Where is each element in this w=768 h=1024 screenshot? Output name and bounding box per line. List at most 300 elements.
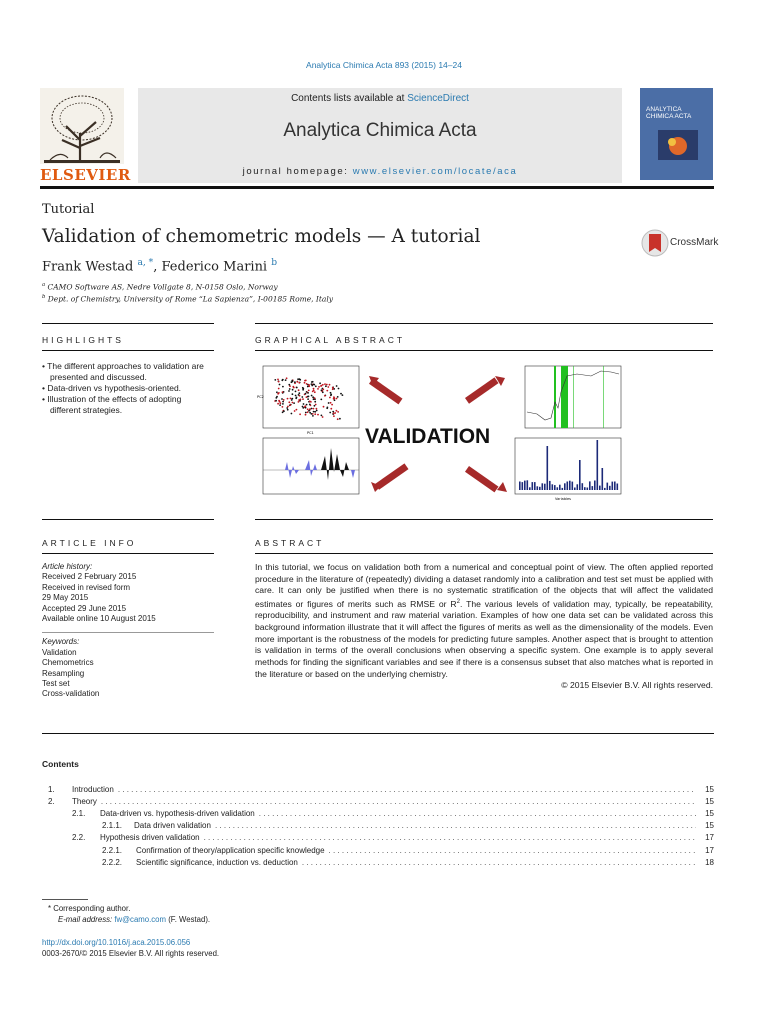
- scatter-dot: [287, 406, 289, 408]
- scatter-dot: [321, 389, 323, 391]
- toc-num: 1.: [48, 785, 55, 794]
- scatter-dot: [297, 381, 299, 383]
- scatter-dot: [294, 410, 296, 412]
- scatter-dot: [313, 390, 315, 392]
- scatter-dot: [312, 415, 314, 417]
- keyword: Chemometrics: [42, 658, 94, 668]
- variable-bar: [549, 481, 551, 490]
- scatter-dot: [326, 390, 328, 392]
- scatter-dot: [305, 412, 307, 414]
- scatter-dot: [299, 413, 301, 415]
- scatter-dot: [287, 398, 289, 400]
- author-westad-affil[interactable]: a, *: [137, 258, 154, 268]
- scatter-dot: [339, 418, 341, 420]
- scatter-dot: [304, 382, 306, 384]
- keyword: Test set: [42, 679, 70, 689]
- scatter-dot: [306, 404, 308, 406]
- scatter-dot: [305, 407, 307, 409]
- scatter-dot: [327, 407, 329, 409]
- scatter-dot: [311, 408, 313, 410]
- scatter-dot: [312, 396, 314, 398]
- author-marini-affil[interactable]: b: [271, 258, 278, 268]
- toc-page: 15: [705, 821, 714, 830]
- scatter-dot: [282, 406, 284, 408]
- history-label: Article history:: [42, 562, 93, 571]
- abstract-sup: 2: [456, 598, 460, 605]
- scatter-dot: [333, 412, 335, 414]
- scatter-dot: [314, 401, 316, 403]
- toc-dots: [329, 846, 696, 858]
- scatter-dot: [329, 384, 331, 386]
- aff-a-sup: a: [42, 282, 46, 288]
- scatter-dot: [308, 390, 310, 392]
- scatter-dot: [288, 401, 290, 403]
- scatter-dot: [288, 390, 290, 392]
- toc-page: 15: [705, 785, 714, 794]
- scatter-dot: [274, 379, 276, 381]
- toc-label: Data driven validation: [134, 821, 211, 830]
- scatter-dot: [281, 379, 283, 381]
- keywords-label: Keywords:: [42, 637, 80, 647]
- abstract-bottom-rule: [42, 733, 714, 734]
- scatter-dot: [302, 387, 304, 389]
- highlights-sub-rule: [42, 350, 214, 351]
- scatter-dot: [292, 393, 294, 395]
- scatter-dot: [279, 384, 281, 386]
- toc-num: 2.2.2.: [102, 858, 123, 867]
- variable-bar: [552, 484, 554, 490]
- toc-label: Introduction: [72, 785, 114, 794]
- keyword: Validation: [42, 647, 77, 657]
- variable-bar: [529, 487, 531, 490]
- cover-image: [658, 130, 698, 160]
- scatter-dot: [307, 386, 309, 388]
- toc-dots: [215, 821, 696, 833]
- scatter-dot: [288, 384, 290, 386]
- crossmark-label: CrossMark: [670, 237, 719, 248]
- variable-bar: [572, 482, 574, 490]
- doi-link[interactable]: http://dx.doi.org/10.1016/j.aca.2015.06.056: [42, 938, 191, 947]
- scatter-dot: [315, 385, 317, 387]
- toc-page: 18: [705, 858, 714, 867]
- scatter-dot: [332, 387, 334, 389]
- contents-title: Contents: [42, 759, 79, 769]
- toc-num: 2.2.: [72, 833, 86, 842]
- scatter-dot: [294, 381, 296, 383]
- scatter-dot: [280, 402, 282, 404]
- scatter-dot: [313, 408, 315, 410]
- crossmark-icon: [640, 228, 670, 258]
- scatter-dot: [332, 388, 334, 390]
- variable-bar: [579, 460, 581, 490]
- abstract-heading: ABSTRACT: [255, 538, 325, 548]
- highlights-bottom-rule: [42, 519, 214, 520]
- highlight-item: • Illustration of the effects of adopting different strategies.: [42, 394, 182, 415]
- article-info-block: [42, 562, 214, 700]
- scatter-subplot: [257, 366, 359, 435]
- scatter-dot: [336, 410, 338, 412]
- scatter-dot: [298, 382, 300, 384]
- scatter-dot: [321, 415, 323, 417]
- scatter-dot: [298, 399, 300, 401]
- toc-entry[interactable]: [42, 858, 714, 870]
- doi-block: [42, 938, 219, 959]
- toc-label: Data-driven vs. hypothesis-driven validation: [100, 809, 255, 818]
- scatter-dot: [320, 399, 322, 401]
- scatter-dot: [305, 414, 307, 416]
- scatter-dot: [282, 401, 284, 403]
- variable-bar: [599, 486, 601, 490]
- article-info-heading: ARTICLE INFO: [42, 538, 137, 548]
- variable-bar: [614, 482, 616, 491]
- scatter-dot: [314, 405, 316, 407]
- history-item: Accepted 29 June 2015: [42, 603, 127, 613]
- graphical-sub-rule: [255, 350, 713, 351]
- scatter-dot: [311, 413, 313, 415]
- variable-bar: [602, 468, 604, 490]
- scatter-dot: [278, 388, 280, 390]
- contents-prefix: Contents lists available at: [291, 93, 408, 104]
- variable-bar: [609, 486, 611, 490]
- svg-text:PC2: PC2: [257, 395, 264, 399]
- highlight-item: • Data-driven vs hypothesis-oriented.: [42, 383, 182, 393]
- scatter-dot: [330, 408, 332, 410]
- highlight-item: • The different approaches to validation are presented and discussed.: [42, 361, 204, 382]
- scatter-dot: [302, 406, 304, 408]
- variable-bar: [532, 482, 534, 490]
- toc-entry[interactable]: [42, 785, 714, 797]
- toc-dots: [204, 833, 696, 845]
- scatter-dot: [292, 386, 294, 388]
- scatter-dot: [301, 396, 303, 398]
- scatter-dot: [324, 395, 326, 397]
- scatter-dot: [316, 408, 318, 410]
- journal-homepage-line: [138, 166, 622, 177]
- scatter-dot: [330, 392, 332, 394]
- variable-bar-subplot: [515, 438, 621, 501]
- scatter-dot: [298, 392, 300, 394]
- scatter-dot: [327, 386, 329, 388]
- highlights-heading: HIGHLIGHTS: [42, 335, 124, 345]
- footnote-rule: [42, 899, 88, 900]
- contents-available-line: [138, 93, 622, 104]
- scatter-dot: [311, 381, 313, 383]
- abstract-body: [255, 562, 713, 692]
- scatter-dot: [282, 386, 284, 388]
- scatter-dot: [295, 395, 297, 397]
- scatter-dot: [322, 416, 324, 418]
- variable-bar: [574, 488, 576, 491]
- toc-num: 2.2.1.: [102, 846, 123, 855]
- scatter-dot: [298, 401, 300, 403]
- scatter-dot: [291, 381, 293, 383]
- variable-bar: [539, 487, 541, 490]
- scatter-dot: [296, 387, 298, 389]
- scatter-dot: [329, 412, 331, 414]
- scatter-dot: [328, 402, 330, 404]
- scatter-dot: [275, 400, 277, 402]
- variable-bar: [604, 488, 606, 490]
- scatter-dot: [326, 384, 328, 386]
- scatter-dot: [304, 380, 306, 382]
- scatter-dot: [291, 399, 293, 401]
- scatter-dot: [277, 393, 279, 395]
- article-title: Validation of chemometric models — A tutorial: [42, 226, 481, 247]
- abstract-text-part2: . The various levels of validation may, typically, be repeatability, reproducibility, and instrument and raw material variation. Examples of how one data set can be validated across this background information illustrate that it will affect the figures of merits as well as the dimensionality of the models. Even more important is the robustness of the models for predicting future samples. Another aspect that is brought to attention is validation in terms of the overall conclusions when observing a specific system. One example is to apply several methods for finding the significant variables and see if there is a consensus subset that also matches what is reported in the literature or based on the underlying chemistry.: [255, 598, 713, 679]
- scatter-dot: [340, 393, 342, 395]
- scatter-dot: [290, 398, 292, 400]
- toc-label: Hypothesis driven validation: [100, 833, 200, 842]
- scatter-dot: [336, 385, 338, 387]
- validation-word: VALIDATION: [365, 425, 491, 448]
- issn-line: 0003-2670/© 2015 Elsevier B.V. All rights reserved.: [42, 948, 220, 958]
- scatter-dot: [314, 391, 316, 393]
- variable-bar: [559, 485, 561, 490]
- variable-bar: [607, 483, 609, 490]
- scatter-dot: [331, 404, 333, 406]
- affiliation-a: [42, 282, 278, 292]
- variable-bar: [569, 481, 571, 490]
- variable-bar: [587, 488, 589, 491]
- variable-bar: [567, 482, 569, 491]
- scatter-dot: [289, 404, 291, 406]
- variable-bar: [582, 483, 584, 490]
- scatter-dot: [282, 411, 284, 413]
- author-separator: ,: [153, 259, 162, 275]
- scatter-dot: [309, 404, 311, 406]
- toc-page: 17: [705, 846, 714, 855]
- scatter-dot: [337, 411, 339, 413]
- abstract-rule: [255, 553, 713, 554]
- variable-bar: [542, 483, 544, 490]
- corresponding-label: * Corresponding author.: [48, 904, 131, 913]
- scatter-dot: [308, 384, 310, 386]
- scatter-dot: [314, 413, 316, 415]
- homepage-link[interactable]: www.elsevier.com/locate/aca: [352, 166, 518, 177]
- scatter-dot: [292, 402, 294, 404]
- graphical-abstract-figure: [255, 362, 625, 510]
- toc-entry[interactable]: [42, 809, 714, 821]
- toc-dots: [302, 858, 696, 870]
- scatter-dot: [333, 415, 335, 417]
- toc-num: 2.1.1.: [102, 821, 123, 830]
- scatter-dot: [318, 386, 320, 388]
- spectrum-subplot: [525, 366, 621, 428]
- toc-entry[interactable]: [42, 833, 714, 845]
- affiliation-b: [42, 294, 333, 304]
- scatter-dot: [308, 410, 310, 412]
- variable-bar: [519, 482, 521, 491]
- toc-page: 15: [705, 797, 714, 806]
- scatter-dot: [307, 411, 309, 413]
- scatter-dot: [303, 403, 305, 405]
- journal-name: Analytica Chimica Acta: [283, 120, 477, 141]
- scatter-dot: [319, 382, 321, 384]
- scatter-dot: [305, 393, 307, 395]
- scatter-dot: [279, 401, 281, 403]
- scatter-dot: [277, 403, 279, 405]
- author-marini: Federico Marini: [161, 259, 268, 275]
- scatter-dot: [317, 414, 319, 416]
- toc-num: 2.1.: [72, 809, 86, 818]
- toc-label: Scientific significance, induction vs. deduction: [136, 858, 298, 867]
- scatter-dot: [311, 383, 313, 385]
- aff-b-text: Dept. of Chemistry, University of Rome “La Sapienza”, I-00185 Rome, Italy: [47, 294, 333, 304]
- toc-label: Theory: [72, 797, 97, 806]
- scatter-dot: [325, 385, 327, 387]
- header-rule: [40, 186, 714, 189]
- article-info-rule: [42, 553, 214, 554]
- scatter-dot: [307, 392, 309, 394]
- scatter-dot: [322, 384, 324, 386]
- scatter-dot: [276, 391, 278, 393]
- crossmark-badge[interactable]: [640, 228, 719, 260]
- sciencedirect-link[interactable]: ScienceDirect: [407, 93, 469, 104]
- scatter-dot: [283, 399, 285, 401]
- highlights-list: [42, 361, 214, 416]
- scatter-dot: [329, 397, 331, 399]
- toc-dots: [118, 785, 696, 797]
- article-type: Tutorial: [42, 202, 95, 217]
- history-item: Received 2 February 2015: [42, 572, 137, 582]
- scatter-dot: [334, 412, 336, 414]
- scatter-dot: [314, 411, 316, 413]
- author-list: [42, 258, 277, 274]
- scatter-dot: [285, 379, 287, 381]
- cover-title: ANALYTICA CHIMICA ACTA: [646, 106, 692, 120]
- svg-text:Variables: Variables: [555, 497, 571, 501]
- journal-cover-thumbnail[interactable]: [640, 88, 713, 180]
- scatter-dot: [306, 396, 308, 398]
- scatter-dot: [320, 385, 322, 387]
- variable-bar: [547, 446, 549, 490]
- toc-entry[interactable]: [42, 821, 714, 833]
- toc-num: 2.: [48, 797, 55, 806]
- scatter-dot: [276, 396, 278, 398]
- scatter-dot: [282, 403, 284, 405]
- homepage-prefix: journal homepage:: [242, 166, 353, 177]
- scatter-dot: [330, 402, 332, 404]
- scatter-dot: [337, 396, 339, 398]
- toc-dots: [101, 797, 696, 809]
- graphical-top-rule: [255, 323, 713, 324]
- corresponding-author-note: [42, 904, 210, 925]
- variable-bar: [592, 486, 594, 490]
- scatter-dot: [324, 383, 326, 385]
- scatter-dot: [277, 379, 279, 381]
- abstract-copyright: © 2015 Elsevier B.V. All rights reserved.: [561, 680, 713, 691]
- scatter-dot: [336, 398, 338, 400]
- graphical-bottom-rule: [255, 519, 713, 520]
- history-item: Received in revised form: [42, 582, 131, 592]
- toc-entry[interactable]: [42, 846, 714, 858]
- variable-bar: [594, 481, 596, 491]
- aff-b-sup: b: [42, 294, 46, 300]
- scatter-dot: [330, 394, 332, 396]
- scatter-dot: [316, 410, 318, 412]
- scatter-dot: [291, 380, 293, 382]
- toc-label: Confirmation of theory/application specific knowledge: [136, 846, 325, 855]
- variable-bar: [537, 486, 539, 490]
- scatter-dot: [282, 391, 284, 393]
- scatter-dot: [313, 384, 315, 386]
- graphical-abstract-heading: GRAPHICAL ABSTRACT: [255, 335, 406, 345]
- variable-bar: [544, 484, 546, 490]
- scatter-dot: [342, 394, 344, 396]
- coefficient-subplot: [263, 438, 359, 494]
- scatter-dot: [317, 388, 319, 390]
- variable-bar: [524, 481, 526, 490]
- scatter-dot: [298, 394, 300, 396]
- scatter-dot: [313, 411, 315, 413]
- variable-bar: [534, 482, 536, 490]
- scatter-dot: [333, 388, 335, 390]
- history-item: 29 May 2015: [42, 593, 89, 603]
- scatter-dot: [279, 404, 281, 406]
- scatter-dot: [315, 404, 317, 406]
- scatter-dot: [293, 402, 295, 404]
- scatter-dot: [278, 381, 280, 383]
- scatter-dot: [307, 398, 309, 400]
- scatter-dot: [295, 391, 297, 393]
- scatter-dot: [296, 409, 298, 411]
- scatter-dot: [311, 395, 313, 397]
- variable-bar: [597, 440, 599, 490]
- keyword: Cross-validation: [42, 689, 100, 699]
- scatter-dot: [304, 405, 306, 407]
- highlights-top-rule: [42, 323, 214, 324]
- toc-dots: [259, 809, 696, 821]
- scatter-dot: [281, 398, 283, 400]
- scatter-dot: [292, 389, 294, 391]
- scatter-dot: [307, 408, 309, 410]
- publisher-name: ELSEVIER: [40, 166, 131, 184]
- journal-citation[interactable]: Analytica Chimica Acta 893 (2015) 14–24: [306, 60, 462, 70]
- abstract-text-part1: In this tutorial, we focus on validation both from a numerical and conceptual point of view. The often applied reported procedure in the literature of (repeatedly) dividing a dataset randomly into a calibration and test set must be applied with care. It can only be justified when there is no systematic stratification of the objects that will affect the validated estimates or figures of merits such as RMSE or R: [255, 562, 713, 609]
- scatter-dot: [337, 418, 339, 420]
- keywords-divider: [42, 632, 214, 633]
- history-item: Available online 10 August 2015: [42, 614, 156, 624]
- scatter-dot: [298, 389, 300, 391]
- scatter-dot: [306, 383, 308, 385]
- scatter-dot: [333, 397, 335, 399]
- variable-bar: [617, 484, 619, 491]
- variable-bar: [612, 482, 614, 490]
- scatter-dot: [313, 388, 315, 390]
- variable-bar: [577, 484, 579, 490]
- svg-text:PC1: PC1: [307, 431, 314, 435]
- toc-entry[interactable]: [42, 797, 714, 809]
- scatter-dot: [287, 409, 289, 411]
- scatter-dot: [289, 388, 291, 390]
- email-link[interactable]: fw@camo.com: [114, 914, 167, 924]
- email-label: E-mail address:: [58, 914, 115, 924]
- scatter-dot: [308, 396, 310, 398]
- variable-bar: [522, 482, 524, 490]
- author-westad: Frank Westad: [42, 259, 134, 275]
- aff-a-text: CAMO Software AS, Nedre Vollgate 8, N-0158 Oslo, Norway: [47, 282, 278, 292]
- keyword: Resampling: [42, 668, 85, 678]
- variable-bar: [527, 480, 529, 490]
- scatter-dot: [291, 413, 293, 415]
- variable-bar: [589, 481, 591, 490]
- scatter-dot: [299, 379, 301, 381]
- scatter-dot: [295, 397, 297, 399]
- scatter-dot: [309, 400, 311, 402]
- email-suffix: (F. Westad).: [166, 914, 211, 924]
- scatter-dot: [286, 377, 288, 379]
- scatter-dot: [323, 406, 325, 408]
